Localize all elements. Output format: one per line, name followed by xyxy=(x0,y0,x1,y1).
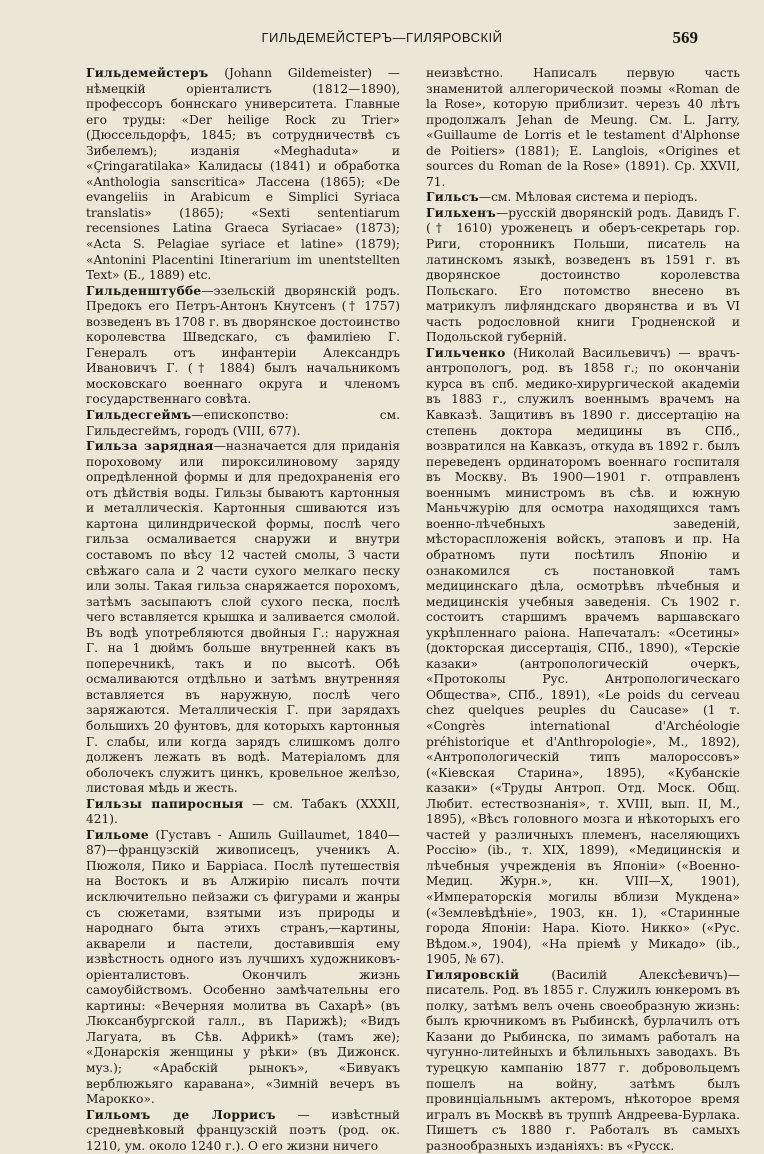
entry-text: —назначается для приданія пороховому или пироксилиновому заряду опредѣленной формы и для предохраненія его отъ дѣйствія воды. Гильзы бываютъ картонныя и металлическія. Картонныя сшиваются изъ картона цилиндрической формы, послѣ чего гильза осмаливается снаружи и внутри составомъ по вѣсу 12 частей смолы, 3 части свѣжаго сала и 2 части сухого мелкаго песку или золы. Такая гильза снаряжается порохомъ, затѣмъ засыпаютъ слой сухого песка, послѣ чего вставляется крышка и заливается смолой. Въ водѣ употребляются двойныя Г.: наружная Г. на 1 дюймъ больше внутренней какъ въ поперечникѣ, такъ и по высотѣ. Обѣ осмаливаются отдѣльно и затѣмъ внутренняя вставляется въ наружную, послѣ чего заряжаются. Металлическія Г. при зарядахъ большихъ 20 фунтовъ, для которыхъ картонныя Г. слабы, или когда зарядъ слишкомъ долго долженъ лежать въ водѣ. Матеріаломъ для оболочекъ служитъ цинкъ, кровельное желѣзо, листовая мѣдь и жесть. xyxy=(86,439,400,796)
entry-headword: Гильхенъ xyxy=(426,205,497,220)
entry-headword: Гильченко xyxy=(426,345,506,360)
left-column xyxy=(86,66,400,1154)
entry-headword: Гильоме xyxy=(86,827,149,842)
page-header xyxy=(0,28,764,52)
entry-gilhen xyxy=(426,206,740,346)
entry-continuation xyxy=(426,66,740,190)
entry-text: (Василій Алексѣевичъ)—писатель. Род. въ 1855 г. Служилъ юнкеромъ въ полку, затѣмъ велъ очень своеобразную жизнь: былъ крючникомъ въ Рыбинскѣ, бурлачилъ отъ Казани до Рыбинска, по зимамъ работалъ на чугунно-литейныхъ и бѣлильныхъ заводахъ. Въ турецкую кампанію 1877 г. добровольцемъ пошелъ на войну, затѣмъ былъ провинціальнымъ актеромъ, нѣкоторое время игралъ въ Москвѣ въ труппѣ Андреева-Бурлака. Пишетъ съ 1880 г. Работалъ въ самыхъ разнообразныхъ изданіяхъ: въ «Русск. xyxy=(426,967,740,1153)
entry-text: —эзельскій дворянскій родъ. Предокъ его Петръ-Антонъ Кнутсенъ († 1757) возведенъ въ 1708 г. въ дворянское достоинство королевства Шведскаго, съ фамиліею Г. Генералъ отъ инфантеріи Александръ Ивановичъ Г. († 1884) былъ начальникомъ московскаго военнаго округа и членомъ государственнаго совѣта. xyxy=(86,283,400,407)
entry-text: неизвѣстно. Написалъ первую часть знаменитой аллегорической поэмы «Roman de la Rose», которую приблизит. черезъ 40 лѣтъ продолжалъ Jehan de Meung. См. L. Jarry, «Guillaume de Lorris et le testament d'Alphonse de Poitiers» (1881); E. Langlois, «Origines et sources du Roman de la Rose» (1891). Ср. XXVII, 71. xyxy=(426,66,740,189)
entry-headword: Гильсъ xyxy=(426,190,479,205)
entry-text: —см. Мѣловая система и періодъ. xyxy=(478,190,698,205)
entry-headword: Гильдемейстеръ xyxy=(86,66,209,80)
entry-text: — извѣстный средневѣковый французскій поэтъ (род. ок. 1210, ум. около 1240 г.). О его жизни ничего xyxy=(86,1107,400,1153)
entry-headword: Гильдесгеймъ xyxy=(86,408,192,423)
entry-headword: Гильзы папиросныя xyxy=(86,796,244,811)
entry-text: (Johann Gildemeister) — нѣмецкій оріенталистъ (1812—1890), профессоръ боннскаго университета. Главные его труды: «Der heilige Rock zu Trier» (Дюссельдорфъ, 1845; въ сотрудничествѣ съ Зибелемъ); изданія «Meghaduta» и «Çringaratilaka» Калидасы (1841) и обработка «Anthologia sanscritica» Лассена (1865); «De evangeliis in Arabicum e Simplici Syriaca translatis» (1865); «Sexti sententiarum recensiones Latina Graeca Syriacae» (1873); «Acta S. Pelagiae syriace et latine» (1879); «Antonini Placentini Itinerarium im unentstellten Text» (Б., 1889) etc. xyxy=(86,66,400,283)
entry-gilchenko xyxy=(426,346,740,968)
entry-gildesgeim xyxy=(86,408,400,439)
entry-headword: Гильомъ де Лоррисъ xyxy=(86,1107,276,1122)
right-column xyxy=(426,66,740,1154)
page-number: 569 xyxy=(672,28,698,47)
entry-text: (Николай Васильевичъ) — врачъ-антропологъ, род. въ 1858 г.; по окончаніи курса въ спб. медико-хирургической академіи въ 1883 г., служилъ военнымъ врачемъ на Кавказѣ. Защитивъ въ 1890 г. диссертацію на степень доктора медицины въ СПб., возвратился на Кавказъ, откуда въ 1892 г. былъ переведенъ ординаторомъ военнаго госпиталя въ Москву. Въ 1900—1901 г. отправленъ военнымъ министромъ въ сѣв. и южную Маньчжурію для осмотра находящихся тамъ военно-лѣчебныхъ заведеній, мѣстораспложенія войскъ, этаповъ и пр. На обратномъ пути посѣтилъ Японію и ознакомился съ постановкой тамъ медицинскаго дѣла, осмотрѣвъ лѣчебныя и медицинскія учебныя заведенія. Съ 1902 г. состоитъ старшимъ врачемъ варшавскаго укрѣпленнаго раіона. Напечаталъ: «Осетины» (докторская диссертація, СПб., 1890), «Терскіе казаки» (антропологическій очеркъ, «Протоколы Рус. Антропологическаго Общества», СПб., 1891), «Le poids du cerveau chez quelques peuples du Caucase» (1 т. «Congrès international d'Archéologie préhistorique et d'Anthropologie», М., 1892), «Антропологическій типъ малороссовъ» («Кіевская Старина», 1895), «Кубанскіе казаки» («Труды Антроп. Отд. Моск. Общ. Любит. естествознанія», т. XVIII, вып. II, М., 1895), «Вѣсъ головного мозга и нѣкоторыхъ его частей у различныхъ племенъ, населяющихъ Россію» (ib., т. XIX, 1899), «Медицинскія и лѣчебныя учрежденія въ Японіи» («Военно-Медиц. Журн.», кн. VIII—X, 1901), «Императорскія могилы вблизи Мукдена» («Землевѣдѣніе», 1903, кн. 1), «Старинные города Японіи: Нара. Кіото. Никко» («Рус. Вѣдом.», 1904), «На пріемѣ у Микадо» (ib., 1905, № 67). xyxy=(426,345,740,967)
entry-text: —епископство: см. Гильдесгеймъ, городъ (VIII, 677). xyxy=(86,408,400,438)
entry-guillaume-de-lorris xyxy=(86,1108,400,1154)
entry-headword: Гиляровскій xyxy=(426,967,520,982)
entry-gildemeister xyxy=(86,66,400,284)
entry-text: (Густавъ - Ашиль Guillaumet, 1840—87)—французскій живописецъ, ученикъ А. Пюжоля, Пико и Барріаса. Послѣ путешествія на Востокъ и въ Алжирію писалъ почти исключительно пейзажи съ фигурами и жанры съ сюжетами, взятыми изъ природы и народнаго быта этихъ странъ,—картины, акварели и пастели, доставившія ему извѣстность одного изъ лучшихъ художниковъ-оріенталистовъ. Окончилъ жизнь самоубійствомъ. Особенно замѣчательны его картины: «Вечерняя молитва въ Сахарѣ» (въ Люксанбургской галл., въ Парижѣ); «Видъ Лагуата, въ Сѣв. Африкѣ» (тамъ же); «Донарскія женщины у рѣки» (въ Дижонск. муз.); «Арабскій рынокъ», «Бивуакъ верблюжьяго каравана», «Зимній вечеръ въ Марокко». xyxy=(86,827,400,1107)
entry-gildenstubbe xyxy=(86,284,400,408)
entry-gils xyxy=(426,190,740,206)
running-title: ГИЛЬДЕМЕЙСТЕРЪ—ГИЛЯРОВСКІЙ xyxy=(261,30,503,45)
entry-headword: Гильза зарядная xyxy=(86,439,214,454)
entry-gilzy-papirosnye xyxy=(86,797,400,828)
entry-headword: Гильденштуббе xyxy=(86,283,202,298)
entry-gilza-zaryadnaya xyxy=(86,439,400,797)
entry-text: — см. Табакъ (XXXII, 421). xyxy=(86,796,400,827)
entry-guillaumet xyxy=(86,828,400,1108)
entry-text: —русскій дворянскій родъ. Давидъ Г. († 1610) уроженецъ и оберъ-секретарь гор. Риги, сторонникъ Польши, писатель на латинскомъ языкѣ, возведенъ въ 1591 г. въ дворянское достоинство королевства Польскаго. Его потомство внесено въ матрикулъ лифляндскаго дворянства и въ VI часть родословной книги Гродненской и Подольской губерній. xyxy=(426,205,740,345)
entry-gilyarovsky xyxy=(426,968,740,1154)
